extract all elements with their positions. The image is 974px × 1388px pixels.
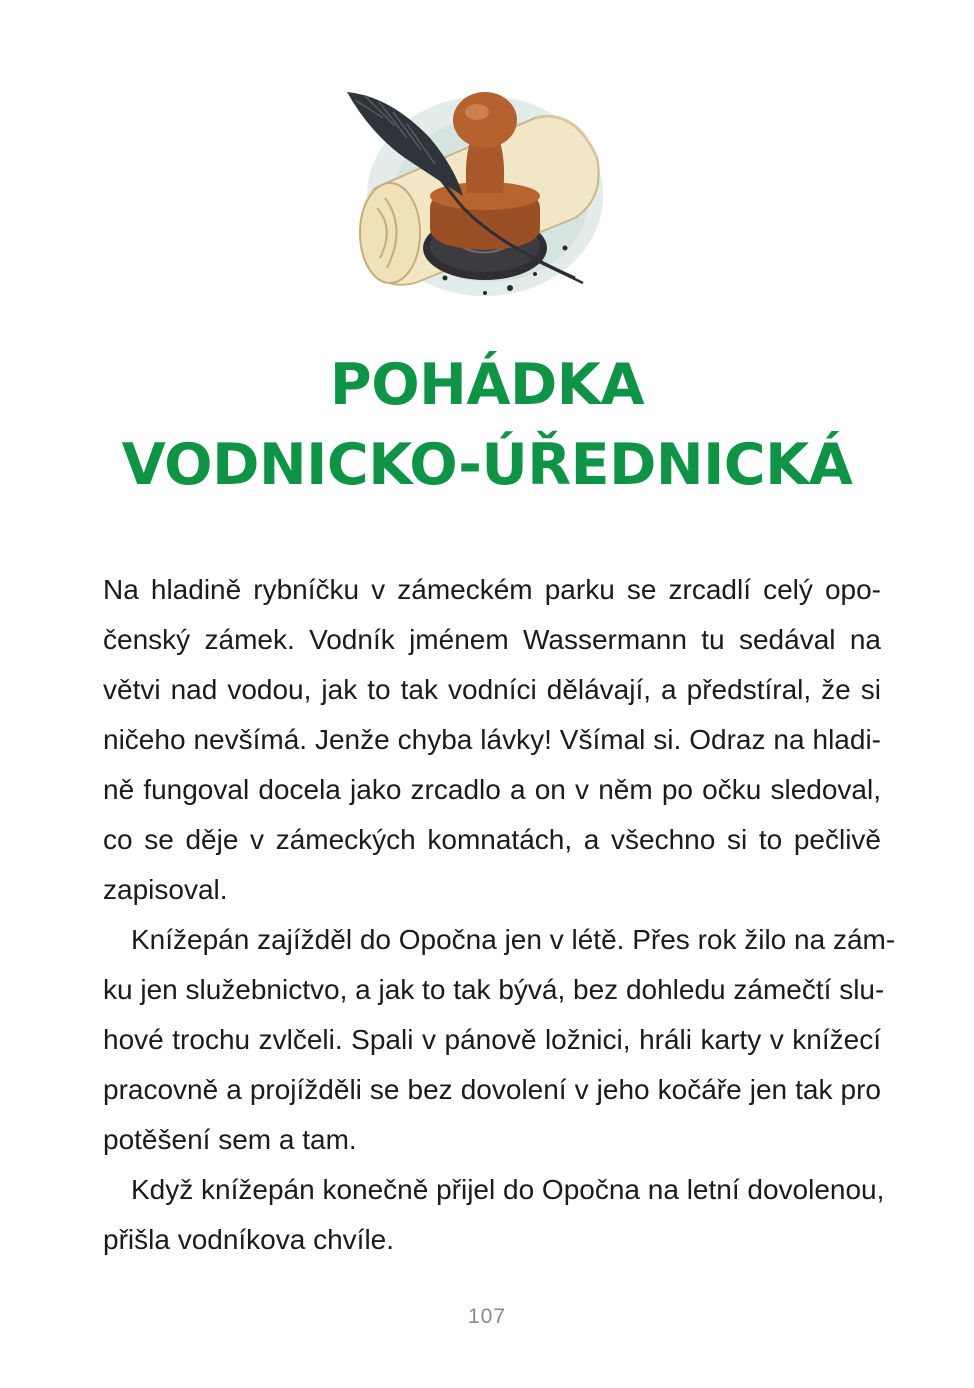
title-line-2: VODNICKO-ÚŘEDNICKÁ xyxy=(121,432,853,498)
story-text xyxy=(103,565,896,1265)
text-line: ničeho nevšímá. Jenže chyba lávky! Všímal si. Odraz na hladi- xyxy=(103,724,881,755)
text-line: ku jen služebnictvo, a jak to tak bývá, bez dohledu zámečtí slu- xyxy=(103,974,885,1005)
text-line: přišla vodníkova chvíle. xyxy=(103,1224,395,1255)
text-line: Když knížepán konečně přijel do Opočna na letní dovolenou, xyxy=(131,1174,885,1205)
text-line: pracovně a projížděli se bez dovolení v jeho kočáře jen tak pro xyxy=(103,1074,881,1105)
text-line: čenský zámek. Vodník jménem Wassermann tu sedával na xyxy=(103,624,881,655)
text-line: Knížepán zajížděl do Opočna jen v létě. Přes rok žilo na zám- xyxy=(131,924,896,955)
text-line: zapisoval. xyxy=(103,874,228,905)
text-line: větvi nad vodou, jak to tak vodníci dělávají, a předstíral, že si xyxy=(103,674,881,705)
text-line: potěšení sem a tam. xyxy=(103,1124,357,1155)
text-line: co se děje v zámeckých komnatách, a všechno si to pečlivě xyxy=(103,824,881,855)
page-number: 107 xyxy=(467,1305,507,1328)
text-line: ně fungoval docela jako zrcadlo a on v něm po očku sledoval, xyxy=(103,774,881,805)
text-line: hové trochu zvlčeli. Spali v pánově ložnici, hráli karty v knížecí xyxy=(103,1024,881,1055)
page-title xyxy=(0,345,974,505)
text-line: Na hladině rybníčku v zámeckém parku se zrcadlí celý opo- xyxy=(103,574,881,605)
quill-scroll-stamp-icon xyxy=(335,78,615,308)
title-line-1: POHÁDKA xyxy=(329,352,645,418)
